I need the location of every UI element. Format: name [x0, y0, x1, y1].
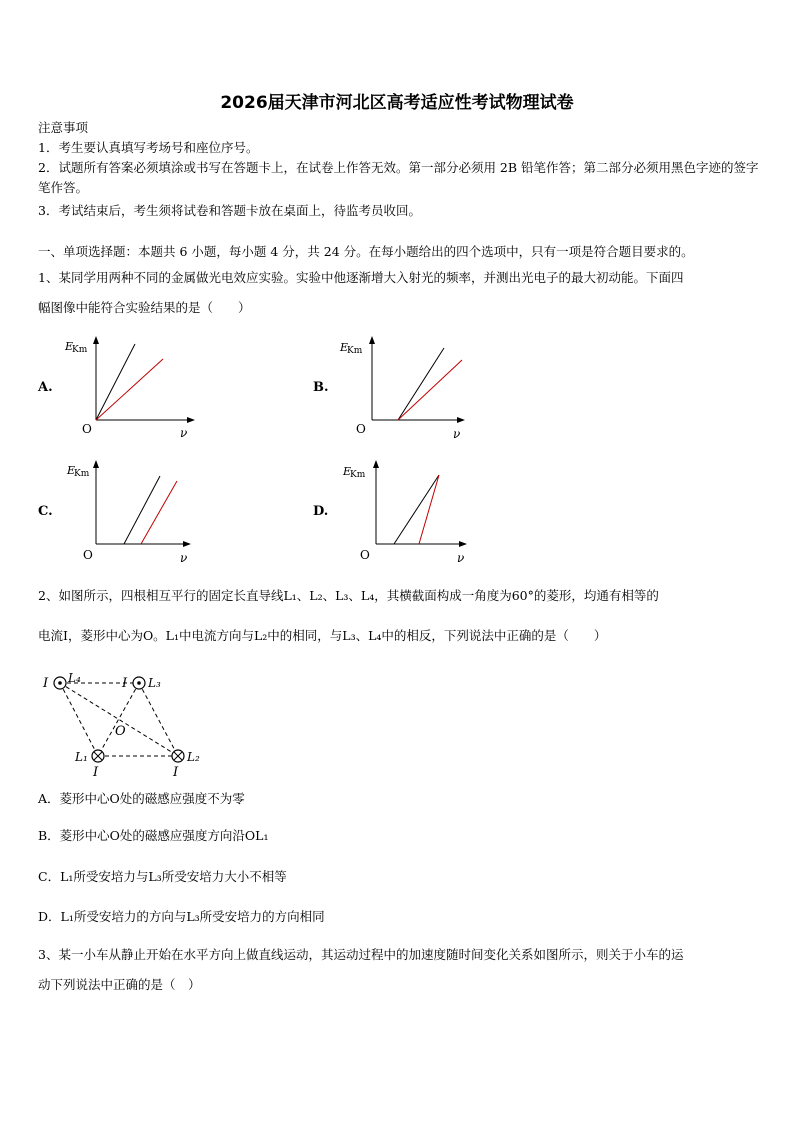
x-axis-arrow [183, 541, 191, 547]
l4-current-label: I [43, 676, 49, 691]
x-axis-arrow [187, 417, 195, 423]
y-label-sub: Km [74, 469, 90, 479]
x-label: ν [457, 551, 465, 565]
y-axis-arrow [93, 460, 99, 468]
x-axis-arrow [457, 417, 465, 423]
center-o-label: O [115, 724, 126, 739]
q1-option-d-label: D. [313, 504, 329, 519]
metal-line-1 [394, 475, 439, 544]
origin-label: O [356, 422, 366, 436]
notice-heading: 注意事项 [38, 120, 89, 135]
y-label: E [65, 340, 74, 353]
y-label-sub: Km [350, 470, 366, 480]
l3-current-label: I [122, 676, 128, 691]
diagonal-l4-l2 [60, 683, 178, 756]
diagonal-l3-l1 [98, 683, 139, 756]
notice-item-1: 1．考生要认真填写考场号和座位序号。 [38, 140, 259, 155]
y-label-sub: Km [347, 346, 363, 356]
metal-line-1 [124, 476, 160, 544]
l4-dot [58, 681, 62, 685]
origin-label: O [360, 548, 370, 562]
metal-line-2 [96, 359, 163, 420]
metal-line-2 [419, 475, 439, 544]
page-title: 2026届天津市河北区高考适应性考试物理试卷 [220, 93, 574, 113]
y-label-sub: Km [72, 345, 88, 355]
q1-option-a-label: A. [38, 380, 53, 395]
y-label: E [67, 464, 76, 477]
q1-graph-c [58, 458, 208, 570]
q1-graph-b [334, 334, 484, 446]
y-axis-arrow [373, 460, 379, 468]
x-axis-arrow [459, 541, 467, 547]
l3-dot [137, 681, 141, 685]
metal-line-1 [96, 344, 135, 420]
y-axis-arrow [93, 336, 99, 344]
q1-stem-line2: 幅图像中能符合实验结果的是（ ） [38, 300, 251, 315]
y-label: E [340, 341, 349, 354]
l3-label: L₃ [148, 676, 161, 690]
q1-graph-d [338, 458, 488, 570]
q1-stem-line1: 1、某同学用两种不同的金属做光电效应实验。实验中他逐渐增大入射光的频率，并测出光电子的最大初动能。下面四 [38, 270, 684, 285]
q2-stem-line2: 电流I，菱形中心为O。L₁中电流方向与L₂中的相同，与L₃、L₄中的相反，下列说法中正确的是（ ） [38, 628, 607, 643]
q3-stem-line1: 3、某一小车从静止开始在水平方向上做直线运动，其运动过程中的加速度随时间变化关系如图所示，则关于小车的运 [38, 947, 684, 962]
edge-l3-l2 [139, 683, 178, 756]
section-heading: 一、单项选择题：本题共 6 小题，每小题 4 分，共 24 分。在每小题给出的四个选项中，只有一项是符合题目要求的。 [38, 244, 694, 259]
notice-item-3: 3．考试结束后，考生须将试卷和答题卡放在桌面上，待监考员收回。 [38, 203, 421, 218]
q2-stem-line1: 2、如图所示，四根相互平行的固定长直导线L₁、L₂、L₃、L₄，其横截面构成一角度为60°的菱形，均通有相等的 [38, 588, 659, 603]
l1-current-label: I [93, 765, 99, 780]
edge-l4-l1 [60, 683, 98, 756]
q1-option-b-label: B. [313, 380, 329, 395]
y-axis-arrow [369, 336, 375, 344]
q2-option-b: B．菱形中心O处的磁感应强度方向沿OL₁ [38, 828, 269, 843]
l4-label: L₄ [68, 671, 81, 685]
origin-label: O [82, 422, 92, 436]
x-label: ν [180, 551, 188, 565]
q1-option-c-label: C. [38, 504, 53, 519]
x-label: ν [453, 427, 461, 441]
metal-line-2 [141, 481, 177, 544]
q2-option-c: C．L₁所受安培力与L₃所受安培力大小不相等 [38, 869, 287, 884]
x-label: ν [180, 426, 188, 440]
q2-option-a: A．菱形中心O处的磁感应强度不为零 [38, 791, 245, 806]
q2-option-d: D．L₁所受安培力的方向与L₃所受安培力的方向相同 [38, 909, 325, 924]
l2-label: L₂ [187, 750, 200, 764]
q1-graph-a [58, 334, 208, 446]
l2-current-label: I [173, 765, 179, 780]
l1-label: L₁ [75, 750, 88, 764]
origin-label: O [83, 548, 93, 562]
q2-rhombus-figure [38, 664, 218, 780]
q3-stem-line2: 动下列说法中正确的是（ ） [38, 977, 201, 992]
y-label: E [343, 465, 352, 478]
notice-item-2: 2．试题所有答案必须填涂或书写在答题卡上，在试卷上作答无效。第一部分必须用 2B 铅笔作答；第二部分必须用黑色字迹的签字笔作答。 [38, 160, 759, 195]
